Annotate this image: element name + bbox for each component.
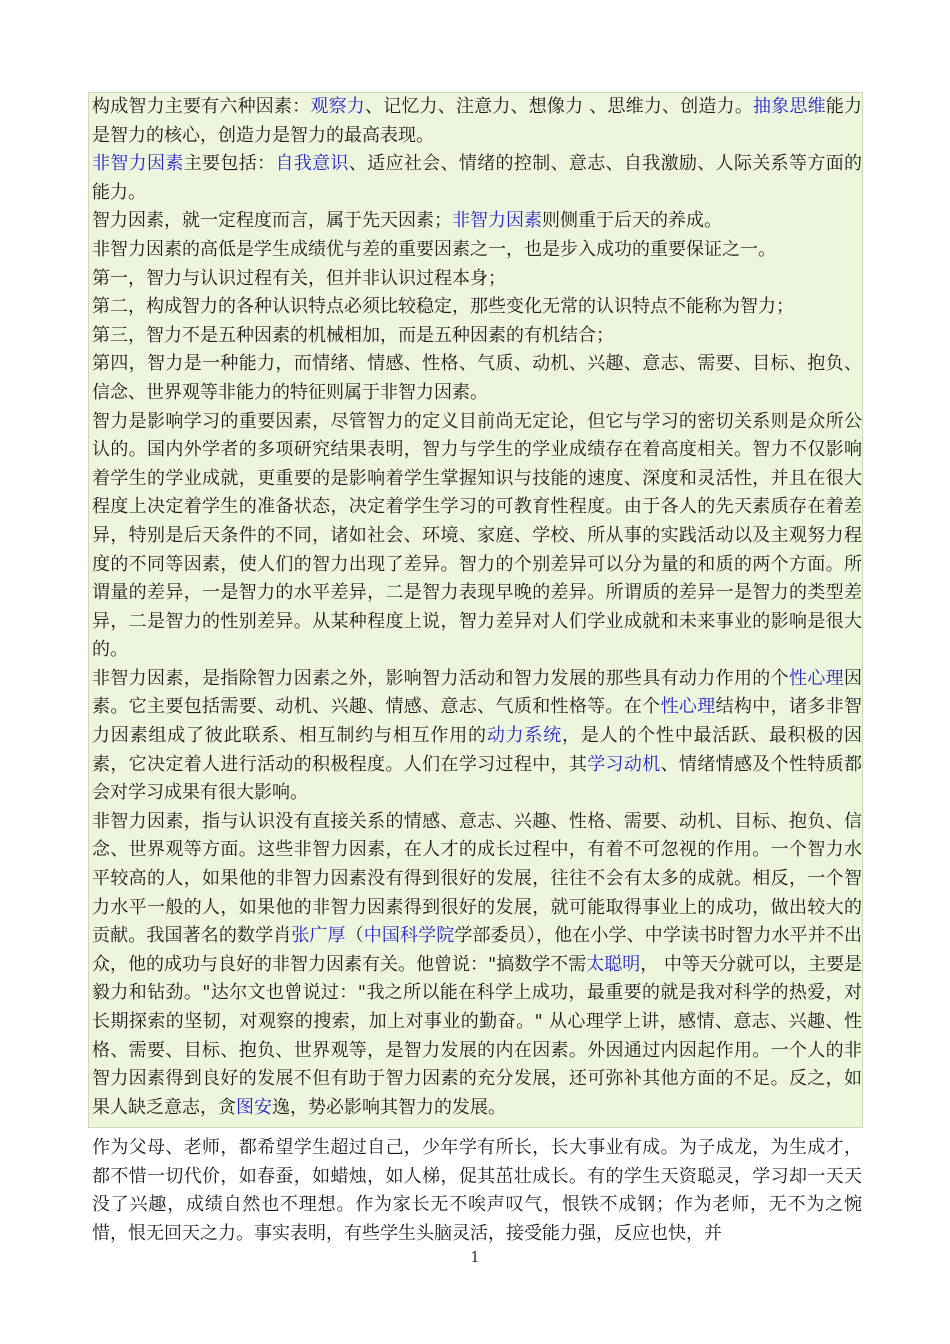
hyperlink[interactable]: 中国科学院 xyxy=(363,925,455,947)
text-segment: 结构中，诸多非智力因素组成了彼此联系、相互制约与相互作用的 xyxy=(92,696,863,747)
hyperlink[interactable]: 非智力因素 xyxy=(452,210,542,232)
hyperlink[interactable]: 图安 xyxy=(236,1096,272,1118)
page-number: 1 xyxy=(470,1248,480,1266)
hyperlink[interactable]: 动力系统 xyxy=(486,725,563,747)
hyperlink[interactable]: 性心理 xyxy=(788,667,845,689)
text-segment: 第二，构成智力的各种认识特点必须比较稳定，那些变化无常的认识特点不能称为智力； xyxy=(92,296,794,318)
shaded-text-block xyxy=(92,93,862,1122)
hyperlink[interactable]: 学习动机 xyxy=(587,753,661,775)
paragraph xyxy=(92,408,862,665)
text-segment: 因素。它主要包括需要、动机、兴趣、情感、意志、气质和性格等。在个 xyxy=(92,667,863,718)
hyperlink[interactable]: 太聪明 xyxy=(586,953,641,975)
text-segment: 逸，势必影响其智力的发展。 xyxy=(272,1096,506,1118)
text-segment: ， 中等天分就可以，主要是毅力和钻劲。"达尔文也曾说过："我之所以能在科学上成功，最重要的就是我对科学的热爱，对长期探索的坚韧，对观察的搜索，加上对事业的勤奋。" 从心理学上讲，感情、意志、兴趣、性格、需要、目标、抱负、世界观等，是智力发展的内在因素。外因通过内因起作用。一个人的非智力因素得到良好的发展不但有助于智力因素的充分发展，还可弥补其他方面的不足。反之，如果人缺乏意志，贪 xyxy=(92,953,863,1118)
text-segment: 第四，智力是一种能力，而情绪、情感、性格、气质、动机、兴趣、意志、需要、目标、抱负、信念、世界观等非能力的特征则属于非智力因素。 xyxy=(92,353,862,403)
paragraph xyxy=(92,265,862,294)
text-segment: 学部委员），他在小学、中学读书时智力水平并不出众，他的成功与良好的非智力因素有关。他曾说："搞数学不需 xyxy=(92,925,863,975)
paragraph xyxy=(92,93,862,150)
text-segment: （ xyxy=(345,925,364,947)
text-segment: 智力因素，就一定程度而言，属于先天因素； xyxy=(92,210,452,232)
paragraph xyxy=(92,236,862,265)
text-segment: ，是人的个性中最活跃、最积极的因素，它决定着人进行活动的积极程度。人们在学习过程中，其 xyxy=(92,725,863,775)
paragraph xyxy=(92,350,862,407)
text-segment: 能力是智力的核心，创造力是智力的最高表现。 xyxy=(92,96,863,146)
text-segment: 则侧重于后天的养成。 xyxy=(542,210,722,232)
hyperlink[interactable]: 性心理 xyxy=(660,696,716,718)
paragraph xyxy=(92,665,862,808)
text-segment: 、适应社会、情绪的控制、意志、自我激励、人际关系等方面的能力。 xyxy=(92,153,863,203)
paragraph xyxy=(92,207,862,236)
text-segment: 构成智力主要有六种因素： xyxy=(92,96,311,117)
text-segment: 主要包括： xyxy=(183,153,276,175)
text-segment: 非智力因素，指与认识没有直接关系的情感、意志、兴趣、性格、需要、动机、目标、抱负、信念、世界观等方面。这些非智力因素，在人才的成长过程中，有着不可忽视的作用。一个智力水平较高的人，如果他的非智力因素没有得到很好的发展，往往不会有太多的成就。相反，一个智力水平一般的人，如果他的非智力因素得到很好的发展，就可能取得事业上的成功，做出较大的贡献。我国著名的数学肖 xyxy=(92,810,862,947)
paragraph xyxy=(92,322,862,351)
text-segment: 非智力因素的高低是学生成绩优与差的重要因素之一，也是步入成功的重要保证之一。 xyxy=(92,238,776,260)
text-segment: 智力是影响学习的重要因素，尽管智力的定义目前尚无定论，但它与学习的密切关系则是众所公认的。国内外学者的多项研究结果表明，智力与学生的学业成绩存在着高度相关。智力不仅影响着学生的学业成就，更重要的是影响着学生掌握知识与技能的速度、深度和灵活性，并且在很大程度上决定着学生的准备状态，决定着学生学习的可教育性程度。由于各人的先天素质存在着差异，特别是后天条件的不同，诸如社会、环境、家庭、学校、所从事的实践活动以及主观努力程度的不同等因素，使人们的智力出现了差异。智力的个别差异可以分为量的和质的两个方面。所谓量的差异，一是智力的水平差异，二是智力表现早晚的差异。所谓质的差异一是智力的类型差异，二是智力的性别差异。从某种程度上说，智力差异对人们学业成就和未来事业的影响是很大的。 xyxy=(92,410,862,661)
text-segment: 、记忆力、注意力、想像力 、思维力、创造力。 xyxy=(364,96,754,117)
text-segment: 非智力因素，是指除智力因素之外，影响智力活动和智力发展的那些具有动力作用的个 xyxy=(92,667,789,689)
hyperlink[interactable]: 张广厚 xyxy=(291,925,346,947)
closing-text-block xyxy=(92,1134,862,1248)
hyperlink[interactable]: 非智力因素 xyxy=(92,153,184,175)
hyperlink[interactable]: 观察力 xyxy=(310,96,365,117)
text-segment: 第三，智力不是五种因素的机械相加，而是五种因素的有机结合； xyxy=(92,324,614,346)
text-segment: 第一，智力与认识过程有关，但并非认识过程本身； xyxy=(92,267,506,289)
hyperlink[interactable]: 抽象思维 xyxy=(753,96,826,117)
closing-paragraph: 作为父母、老师，都希望学生超过自己，少年学有所长，长大事业有成。为子成龙，为生成才，都不惜一切代价，如春蚕，如蜡烛，如人梯，促其茁壮成长。有的学生天资聪灵，学习却一天天没了兴趣，成绩自然也不理想。作为家长无不唉声叹气，恨铁不成钢；作为老师，无不为之惋惜，恨无回天之力。事实表明，有些学生头脑灵活，接受能力强，反应也快，并 xyxy=(92,1137,862,1244)
paragraph xyxy=(92,808,862,1123)
paragraph xyxy=(92,293,862,322)
paragraph xyxy=(92,150,862,207)
text-segment: 、情绪情感及个性特质都会对学习成果有很大影响。 xyxy=(92,753,863,804)
hyperlink[interactable]: 自我意识 xyxy=(275,153,349,175)
